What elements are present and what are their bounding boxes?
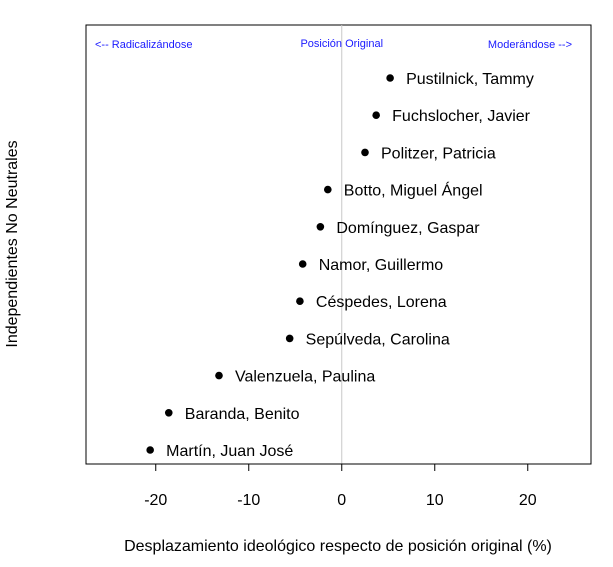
data-points: [146, 71, 533, 460]
data-point: [324, 186, 332, 194]
data-point: [165, 409, 173, 417]
data-point-label: Namor, Guillermo: [318, 257, 444, 274]
data-point: [286, 335, 294, 343]
data-point: [296, 297, 304, 305]
data-point: [386, 74, 394, 82]
data-point: [146, 446, 154, 454]
data-point: [372, 111, 380, 119]
x-axis: [144, 464, 537, 509]
x-tick-label: 20: [518, 492, 537, 509]
x-tick-label: 0: [337, 492, 347, 509]
data-point-label: Fuchslocher, Javier: [392, 108, 531, 126]
annotation-radicalizing: <-- Radicalizándose: [95, 39, 193, 51]
data-point-label: Baranda, Benito: [184, 405, 300, 423]
annotation-moderating: Moderándose -->: [487, 39, 572, 51]
plot-frame: [86, 25, 591, 464]
data-point-label: Botto, Miguel Ángel: [343, 182, 483, 200]
x-tick-label: -20: [144, 492, 168, 509]
data-point-label: Sepúlveda, Carolina: [305, 331, 450, 349]
data-point: [317, 223, 325, 231]
x-axis-title: Desplazamiento ideológico respecto de posición original (%): [124, 538, 552, 555]
data-point: [299, 260, 307, 268]
data-point-label: Martín, Juan José: [166, 443, 294, 460]
data-point-label: Céspedes, Lorena: [315, 294, 447, 312]
data-point-label: Domínguez, Gaspar: [336, 219, 480, 237]
data-point: [361, 149, 369, 157]
x-tick-label: 10: [425, 492, 444, 509]
data-point: [215, 372, 223, 380]
data-point-label: Valenzuela, Paulina: [234, 368, 376, 386]
annotation-original-position: Posición Original: [300, 38, 384, 50]
data-point-label: Pustilnick, Tammy: [406, 71, 534, 88]
data-point-label: Politzer, Patricia: [381, 145, 496, 163]
x-tick-label: -10: [237, 492, 261, 509]
y-axis-title: Independientes No Neutrales: [4, 140, 21, 348]
